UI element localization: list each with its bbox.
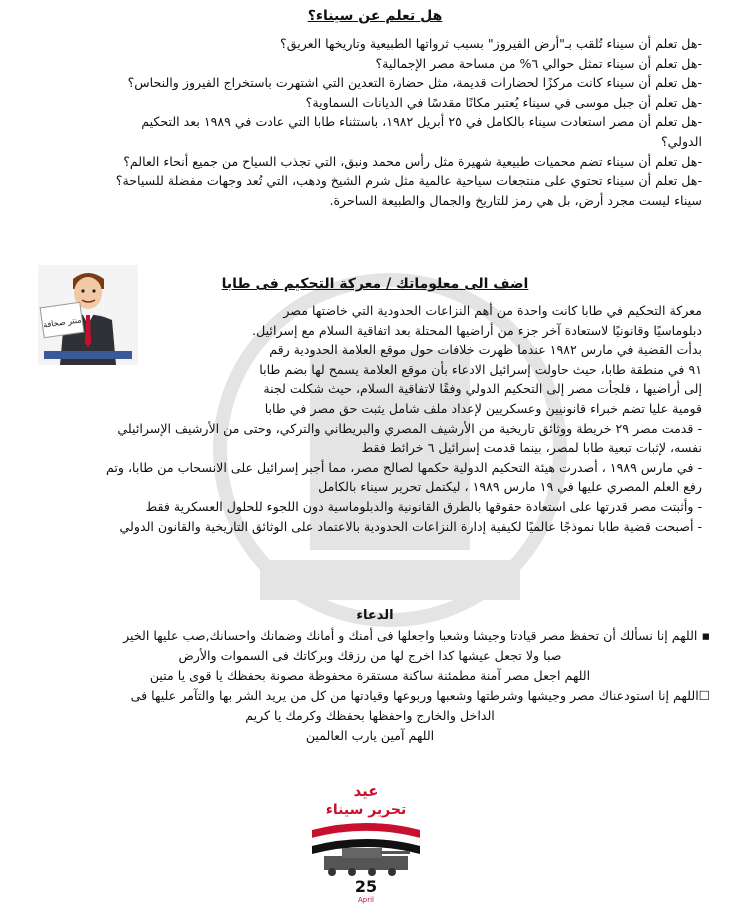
section1-body <box>42 34 702 210</box>
logo-month: April <box>358 896 374 904</box>
prayer-line: اللهم اجعل مصر آمنة مطمئنة ساكنة مستقرة محفوظة مصونة بحفظك يا قوى يا متين <box>149 668 591 683</box>
bullet-icon: ▪ <box>701 628 710 643</box>
info-line: - قدمت مصر ٢٩ خريطة ووثائق تاريخية من الأرشيف المصري والبريطاني والتركي، وحتى من الأرشيف الإسرائيلي <box>117 420 702 436</box>
info-line: دبلوماسيًا وقانونيًا لاستعادة آخر جزء من أراضيها المحتلة بعد اتفاقية السلام مع إسرائيل. <box>252 322 702 338</box>
info-line: معركة التحكيم في طابا كانت واحدة من أهم النزاعات الحدودية التي خاضتها مصر <box>283 303 702 318</box>
info-line: نفسه، لإثبات تبعية طابا لمصر، بينما قدمت إسرائيل ٦ خرائط فقط <box>361 440 702 456</box>
section1-title: هل تعلم عن سيناء؟ <box>307 8 443 24</box>
fact-line: -هل تعلم أن سيناء تمثل حوالي ٦% من مساحة مصر الإجمالية؟ <box>375 55 702 71</box>
prayer-line: صبا ولا تجعل عيشها كدا اخرج لها من رزقك وبركاتك فى السموات والأرض <box>178 648 562 663</box>
info-line: - أصبحت قضية طابا نموذجًا عالميًا لكيفية إدارة النزاعات الحدودية بالاعتماد على الوثائق التاريخية والقانون الدولي <box>119 518 702 534</box>
prayer-line: اللهم آمين يارب العالمين <box>305 728 435 743</box>
fact-line: -هل تعلم أن مصر استعادت سيناء بالكامل في ٢٥ أبريل ١٩٨٢، باستثناء طابا التي عادت في ١٩٨٩ بعد التحكيم <box>141 114 702 130</box>
fact-line: -هل تعلم أن سيناء كانت مركزًا لحضارات قديمة، مثل حضارة التعدين التي اشتهرت باستخراج الفيروز والنحاس؟ <box>127 75 702 91</box>
section2-title: اضف الى معلوماتك / معركة التحكيم فى طابا <box>221 276 529 292</box>
logo-number: 25 <box>354 877 378 896</box>
info-line: ٩١ في منطقة طابا، حيث حاولت إسرائيل الادعاء بأن موقع العلامة يسمح لها بضم طابا <box>259 361 702 377</box>
info-line: بدأت القضية في مارس ١٩٨٢ عندما ظهرت خلافات حول موقع العلامة الحدودية رقم <box>269 342 702 358</box>
section3-title: الدعاء <box>356 608 394 623</box>
info-line: رفع العلم المصري عليها في ١٩ مارس ١٩٨٩ ، ليكتمل تحرير سيناء بالكامل <box>318 479 702 495</box>
info-line: - وأثبتت مصر قدرتها على استعادة حقوقها بالطرق القانونية والدبلوماسية دون اللجوء للحلول العسكرية فقط <box>145 498 702 514</box>
prayer-line: ▪ اللهم إنا نسألك أن تحفظ مصر قيادتا وجيشا وشعبا واجعلها فى أمنك و أمانك وضمانك واحسانك,صب عليها الخير <box>123 628 710 643</box>
fact-line: -هل تعلم أن جبل موسى في سيناء يُعتبر مكانًا مقدسًا في الديانات السماوية؟ <box>305 94 702 110</box>
prayer-line: ☐اللهم إنا استودعناك مصر وجيشها وشرطتها وشعبها وربوعها وقيادتها من كل من يريد الشر بها والتآمر عليها فى <box>130 688 710 703</box>
prayer-line: الداخل والخارج واحفظها بحفظك وكرمك يا كريم <box>245 708 495 723</box>
fact-line: -هل تعلم أن سيناء تحتوي على منتجعات سياحية عالمية مثل شرم الشيخ ودهب، التي تُعد وجهات مفضلة للسياحة؟ <box>115 173 702 189</box>
info-line: - في مارس ١٩٨٩ ، أصدرت هيئة التحكيم الدولية حكمها لصالح مصر، مما أجبر إسرائيل على الانسحاب من طابا، وتم <box>106 459 702 475</box>
fact-line: -هل تعلم أن سيناء تضم محميات طبيعية شهيرة مثل رأس محمد ونبق، التي تجذب السياح من جميع أنحاء العالم؟ <box>123 153 702 169</box>
fact-line: الدولي؟ <box>660 133 702 149</box>
logo-line1: عيد <box>353 782 379 800</box>
prayer-body <box>30 626 710 746</box>
info-line: إلى أراضيها ، فلجأت مصر إلى التحكيم الدولي وفقًا لاتفاقية السلام، حيث شكلت لجنة <box>263 381 702 397</box>
info-line: قومية عليا تضم خبراء قانونيين وعسكريين لإعداد ملف شامل يثبت حق مصر في طابا <box>264 400 702 416</box>
sinai-liberation-logo <box>302 778 430 904</box>
fact-line: سيناء ليست مجرد أرض، بل هي رمز للتاريخ والجمال والطبيعة الساحرة. <box>329 192 702 208</box>
checkbox-icon: ☐ <box>698 688 710 703</box>
section2-body <box>42 301 702 536</box>
journalist-label: منتر صحافة <box>42 315 83 330</box>
logo-line2: تحرير سيناء <box>325 802 407 818</box>
fact-line: -هل تعلم أن سيناء تُلقب بـ"أرض الفيروز" بسبب ثرواتها الطبيعية وتاريخها العريق؟ <box>280 36 702 51</box>
